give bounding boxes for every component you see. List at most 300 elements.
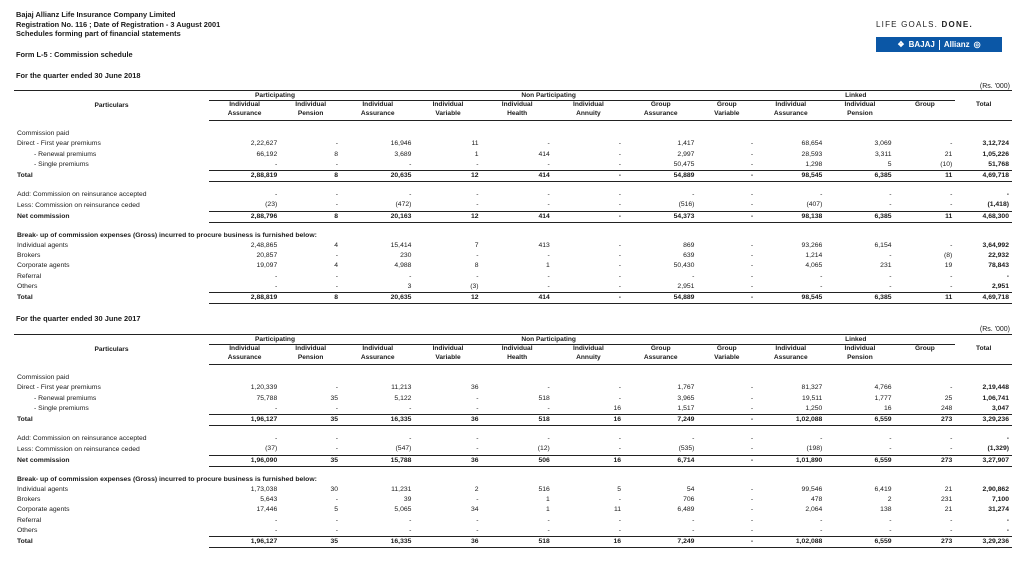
value-cell: - <box>618 201 622 209</box>
value-cell: - <box>618 445 622 453</box>
value-cell: 7 <box>474 242 479 250</box>
value-cell: - <box>950 191 953 199</box>
document-header <box>16 10 220 39</box>
value-cell: - <box>553 293 624 304</box>
value-cell: 2,88,796 <box>209 211 280 222</box>
value-cell: - <box>950 282 953 290</box>
column-header-line-1: Individual <box>501 101 533 109</box>
value-cell: - <box>409 526 412 534</box>
logo-partner-icon: ◎ <box>973 40 981 49</box>
value-cell: 8 <box>280 293 341 304</box>
value-cell: 6,385 <box>825 293 894 304</box>
column-header-line-1: Individual <box>775 101 807 109</box>
column-header-line-1: Individual <box>844 101 876 109</box>
value-cell: (198) <box>806 445 823 453</box>
spacer-cell <box>14 222 1012 231</box>
value-cell: 3,29,236 <box>955 537 1012 548</box>
value-cell: - <box>750 394 754 402</box>
value-cell: - <box>889 516 892 524</box>
table-row <box>14 505 1012 515</box>
value-cell: - <box>820 191 823 199</box>
value-cell: - <box>697 537 756 548</box>
value-cell: 6,419 <box>874 486 892 494</box>
value-cell: - <box>697 415 756 426</box>
value-cell <box>280 129 341 139</box>
value-cell: 2,88,819 <box>209 171 280 182</box>
column-header-line-2: Pension <box>847 353 873 361</box>
value-cell: 11 <box>614 506 622 514</box>
value-cell: 31,274 <box>988 506 1009 514</box>
table-row <box>14 241 1012 251</box>
value-cell: - <box>750 191 754 199</box>
column-header-line-1: Group <box>716 345 737 353</box>
units-note-2017: (Rs. '000) <box>979 326 1010 333</box>
value-cell: - <box>950 140 953 148</box>
value-cell: 16 <box>613 404 622 412</box>
value-cell: 1,777 <box>874 394 892 402</box>
group-header-non-participating: Non Participating <box>341 91 756 101</box>
value-cell: - <box>750 435 754 443</box>
column-header-line-1: Group <box>915 101 935 109</box>
value-cell: 11 <box>471 140 479 148</box>
row-label: Individual agents <box>17 486 69 494</box>
value-cell: 3,29,236 <box>955 415 1012 426</box>
value-cell: - <box>547 282 550 290</box>
value-cell: - <box>750 486 754 494</box>
column-header-line-1: Individual <box>229 101 260 109</box>
column-header <box>280 345 341 365</box>
column-header-line-1: Individual <box>844 345 876 353</box>
value-cell: 34 <box>470 506 479 514</box>
column-header-line-1: Total <box>976 100 992 108</box>
column-header-line-1: Individual <box>573 345 604 353</box>
column-header-line-1: Group <box>915 345 935 353</box>
value-cell: (12) <box>537 445 550 453</box>
value-cell: - <box>274 516 278 524</box>
value-cell: 8 <box>280 211 341 222</box>
value-cell: 413 <box>538 242 550 250</box>
spacer-cell <box>14 365 1012 374</box>
value-cell: 12 <box>414 293 481 304</box>
value-cell: - <box>335 191 339 199</box>
value-cell <box>553 373 624 383</box>
value-cell: 3,311 <box>875 150 892 158</box>
value-cell: (516) <box>678 201 695 209</box>
value-cell: 3,64,992 <box>982 242 1009 250</box>
table-row <box>14 261 1012 271</box>
column-header-line-2: Pension <box>297 109 324 117</box>
column-header <box>895 101 956 121</box>
value-cell: 99,546 <box>801 486 823 494</box>
group-header-linked: Linked <box>756 335 955 345</box>
column-header <box>209 101 280 121</box>
value-cell <box>895 129 956 139</box>
value-cell: - <box>750 201 754 209</box>
column-header <box>482 345 553 365</box>
value-cell: - <box>618 282 622 290</box>
value-cell <box>825 373 894 383</box>
value-cell: 1 <box>546 262 550 270</box>
value-cell: - <box>335 526 339 534</box>
value-cell <box>280 373 341 383</box>
table-row <box>14 516 1012 526</box>
section-title-2018: For the quarter ended 30 June 2018 <box>16 71 141 80</box>
column-header-line-2: Assurance <box>227 109 262 117</box>
value-cell: - <box>618 526 622 534</box>
table-row <box>14 455 1012 466</box>
value-cell: - <box>889 435 892 443</box>
row-label: Add: Commission on reinsurance accepted <box>17 435 147 443</box>
value-cell: 3,12,724 <box>982 140 1009 148</box>
column-header <box>624 101 697 121</box>
value-cell: - <box>547 201 550 209</box>
value-cell: - <box>618 384 622 392</box>
column-header <box>697 345 756 365</box>
value-cell: 478 <box>811 496 823 504</box>
value-cell: - <box>618 252 622 260</box>
value-cell: - <box>409 191 412 199</box>
value-cell: - <box>274 191 278 199</box>
value-cell: - <box>820 516 823 524</box>
value-cell: 1,96,127 <box>209 537 280 548</box>
value-cell: 5 <box>617 486 622 494</box>
value-cell: 5 <box>334 506 339 514</box>
value-cell: - <box>476 160 479 168</box>
value-cell: 54 <box>686 486 695 494</box>
value-cell: 16,335 <box>341 415 414 426</box>
value-cell: - <box>335 496 339 504</box>
value-cell: 81,327 <box>801 384 823 392</box>
column-header <box>414 101 481 121</box>
value-cell: - <box>335 282 339 290</box>
group-header-blank <box>955 335 1012 345</box>
value-cell: 50,475 <box>673 160 695 168</box>
value-cell <box>756 129 825 139</box>
table-row <box>14 415 1012 426</box>
value-cell: 2,951 <box>677 282 695 290</box>
value-cell: - <box>618 272 622 280</box>
table-row <box>14 526 1012 537</box>
value-cell: 518 <box>482 537 553 548</box>
value-cell: (10) <box>940 160 953 168</box>
value-cell: 2,48,865 <box>250 242 278 250</box>
value-cell: 75,788 <box>256 394 278 402</box>
value-cell: - <box>476 496 479 504</box>
value-cell: 4,065 <box>805 262 823 270</box>
value-cell: - <box>750 140 754 148</box>
column-header-line-2: Variable <box>714 109 740 117</box>
spacer-row <box>14 222 1012 231</box>
value-cell: 12 <box>414 211 481 222</box>
value-cell: - <box>476 445 479 453</box>
value-cell: 15,788 <box>341 455 414 466</box>
value-cell: - <box>476 516 479 524</box>
value-cell: (1,329) <box>987 445 1009 453</box>
row-label: Direct - First year premiums <box>17 140 101 148</box>
value-cell: 3,689 <box>394 150 412 158</box>
value-cell: - <box>692 526 695 534</box>
value-cell: 4,988 <box>394 262 412 270</box>
column-header-line-1: Individual <box>362 101 394 109</box>
table-row <box>14 293 1012 304</box>
value-cell: - <box>335 272 339 280</box>
brand-tagline <box>876 20 973 29</box>
value-cell <box>697 373 756 383</box>
row-label: - Renewal premiums <box>34 394 97 402</box>
value-cell: 54,373 <box>624 211 697 222</box>
row-label: Net commission <box>17 212 70 220</box>
value-cell: - <box>750 282 754 290</box>
table-row <box>14 190 1012 200</box>
value-cell: - <box>335 445 339 453</box>
value-cell: - <box>476 252 479 260</box>
value-cell <box>955 129 1012 139</box>
value-cell: 3,965 <box>677 394 695 402</box>
value-cell: (1,418) <box>987 201 1009 209</box>
value-cell: 2,90,862 <box>982 486 1009 494</box>
value-cell: 4,68,300 <box>955 211 1012 222</box>
table-row <box>14 475 1012 485</box>
value-cell: 1,214 <box>805 252 823 260</box>
column-header-line-2: Assurance <box>773 109 808 117</box>
column-header-line-2: Assurance <box>227 353 262 361</box>
column-header-line-1: Individual <box>501 345 533 353</box>
value-cell: - <box>889 191 892 199</box>
value-cell: 6,154 <box>874 242 892 250</box>
value-cell: 6,714 <box>624 455 697 466</box>
value-cell: - <box>618 191 622 199</box>
value-cell: 51,768 <box>988 160 1009 168</box>
row-label: Corporate agents <box>17 506 70 514</box>
value-cell: 2,19,448 <box>982 384 1009 392</box>
value-cell: - <box>950 384 953 392</box>
value-cell <box>414 129 481 139</box>
column-header-line-2: Assurance <box>643 353 678 361</box>
value-cell: 2,88,819 <box>209 293 280 304</box>
value-cell <box>895 373 956 383</box>
column-header <box>553 101 624 121</box>
value-cell: - <box>618 242 622 250</box>
row-label: - Single premiums <box>34 405 89 413</box>
value-cell: 11,231 <box>391 486 412 494</box>
value-cell: - <box>476 526 479 534</box>
value-cell: 19 <box>944 262 953 270</box>
table-row <box>14 272 1012 282</box>
value-cell: - <box>409 404 412 412</box>
table-row <box>14 485 1012 495</box>
value-cell: 4,766 <box>874 384 892 392</box>
group-header-non-participating: Non Participating <box>341 335 756 345</box>
column-header-line-1: Individual <box>362 345 394 353</box>
value-cell: - <box>335 435 339 443</box>
table-row <box>14 129 1012 139</box>
column-header <box>697 101 756 121</box>
value-cell: 19,511 <box>802 394 823 402</box>
column-header-line-1: Individual <box>432 345 464 353</box>
value-cell: 1,02,088 <box>756 537 825 548</box>
value-cell: (37) <box>265 445 278 453</box>
value-cell: 3,069 <box>874 140 892 148</box>
value-cell <box>553 129 624 139</box>
value-cell: 1,96,090 <box>209 455 280 466</box>
value-cell: - <box>476 435 479 443</box>
group-header-row <box>14 91 1012 101</box>
value-cell: - <box>692 435 695 443</box>
value-cell: - <box>274 404 278 412</box>
value-cell: 7,249 <box>624 415 697 426</box>
row-label: Referral <box>17 272 42 280</box>
value-cell: - <box>950 201 953 209</box>
logo-partner: Allianz <box>943 40 970 49</box>
table-row <box>14 139 1012 149</box>
value-cell: (23) <box>265 201 278 209</box>
value-cell: - <box>750 242 754 250</box>
value-cell: 273 <box>895 415 956 426</box>
value-cell: 21 <box>944 150 953 158</box>
value-cell: 1 <box>546 496 550 504</box>
value-cell: 7,100 <box>991 496 1009 504</box>
row-label: Less: Commission on reinsurance ceded <box>17 445 140 453</box>
value-cell: 36 <box>414 415 481 426</box>
table-row <box>14 160 1012 171</box>
group-header-linked: Linked <box>756 91 955 101</box>
group-header-participating: Participating <box>209 91 341 101</box>
table-row <box>14 444 1012 455</box>
value-cell: - <box>547 160 550 168</box>
value-cell: 4 <box>334 242 339 250</box>
row-label: Total <box>17 172 33 180</box>
value-cell: - <box>750 252 754 260</box>
column-header-line-2: Annuity <box>576 109 601 117</box>
value-cell: 11 <box>895 211 956 222</box>
value-cell: - <box>476 394 479 402</box>
value-cell: 414 <box>482 211 553 222</box>
value-cell: 8 <box>280 171 341 182</box>
column-header-line-2: Variable <box>435 109 461 117</box>
value-cell: - <box>750 496 754 504</box>
value-cell: 16 <box>553 455 624 466</box>
value-cell: 5,065 <box>394 506 412 514</box>
group-header-participating: Participating <box>209 335 341 345</box>
spacer-row <box>14 466 1012 475</box>
value-cell: 231 <box>940 496 953 504</box>
value-cell: 706 <box>683 496 695 504</box>
value-cell: 20,857 <box>256 252 278 260</box>
value-cell: - <box>750 150 754 158</box>
value-cell <box>209 373 280 383</box>
column-header <box>756 345 825 365</box>
column-header <box>553 345 624 365</box>
table-row <box>14 383 1012 393</box>
value-cell: 19,097 <box>256 262 278 270</box>
table-row <box>14 231 1012 241</box>
row-label: Corporate agents <box>17 262 70 270</box>
value-cell: 16,946 <box>390 140 412 148</box>
value-cell: 273 <box>895 537 956 548</box>
value-cell: 98,138 <box>756 211 825 222</box>
value-cell: 1,298 <box>805 160 823 168</box>
value-cell: 2,064 <box>805 506 823 514</box>
value-cell: 93,266 <box>801 242 823 250</box>
value-cell: 639 <box>683 252 695 260</box>
value-cell <box>624 129 697 139</box>
value-cell: 21 <box>944 486 953 494</box>
column-header <box>756 101 825 121</box>
row-label: Break- up of commission expenses (Gross) incurred to procure business is furnished below: <box>17 475 317 483</box>
value-cell: - <box>618 262 622 270</box>
value-cell: - <box>335 140 339 148</box>
value-cell <box>341 129 414 139</box>
value-cell: 2,951 <box>991 282 1009 290</box>
value-cell: - <box>274 272 278 280</box>
value-cell: 36 <box>414 537 481 548</box>
particulars-header: Particulars <box>14 91 209 121</box>
value-cell: - <box>618 516 622 524</box>
value-cell: - <box>889 252 892 260</box>
column-header-line-2: Assurance <box>773 353 808 361</box>
value-cell: - <box>335 384 339 392</box>
value-cell: 1 <box>474 150 479 158</box>
value-cell: - <box>618 160 622 168</box>
column-header <box>414 345 481 365</box>
table-row <box>14 373 1012 383</box>
value-cell: 1,06,741 <box>982 394 1009 402</box>
value-cell: 8 <box>474 262 479 270</box>
company-name: Bajaj Allianz Life Insurance Company Limited <box>16 10 176 19</box>
value-cell: - <box>889 282 892 290</box>
spacer-cell <box>14 466 1012 475</box>
spacer-row <box>14 182 1012 191</box>
tagline-part-a: LIFE GOALS. <box>876 20 939 29</box>
value-cell: (407) <box>806 201 823 209</box>
value-cell: 414 <box>538 150 550 158</box>
column-header-line-1: Total <box>976 344 992 352</box>
column-header <box>955 345 1012 365</box>
value-cell: - <box>1006 191 1009 199</box>
value-cell: - <box>950 272 953 280</box>
value-cell: - <box>618 140 622 148</box>
value-cell: - <box>409 516 412 524</box>
table-row <box>14 394 1012 404</box>
value-cell: 3 <box>407 282 412 290</box>
value-cell: 1,417 <box>677 140 695 148</box>
value-cell: 28,593 <box>801 150 823 158</box>
table-row <box>14 537 1012 548</box>
value-cell <box>624 373 697 383</box>
value-cell: 2 <box>474 486 479 494</box>
value-cell: 50,430 <box>673 262 695 270</box>
column-header-line-1: Individual <box>295 345 327 353</box>
row-label: Break- up of commission expenses (Gross) incurred to procure business is furnished below: <box>17 231 317 239</box>
value-cell: - <box>750 262 754 270</box>
value-cell: 7,249 <box>624 537 697 548</box>
row-label: Total <box>17 416 33 424</box>
column-header <box>895 345 956 365</box>
value-cell: 16,335 <box>341 537 414 548</box>
value-cell: 5,643 <box>260 496 278 504</box>
units-note-2018: (Rs. '000) <box>979 83 1010 90</box>
column-header-line-1: Group <box>650 345 671 353</box>
registration-info: Registration No. 116 ; Date of Registration - 3 August 2001 <box>16 19 221 29</box>
value-cell: 273 <box>895 455 956 466</box>
commission-table-2017 <box>14 334 1012 548</box>
value-cell: 138 <box>880 506 892 514</box>
column-header-line-1: Individual <box>295 101 327 109</box>
value-cell: - <box>750 272 754 280</box>
logo-divider <box>939 40 940 50</box>
value-cell: 16 <box>553 415 624 426</box>
value-cell: - <box>547 526 550 534</box>
